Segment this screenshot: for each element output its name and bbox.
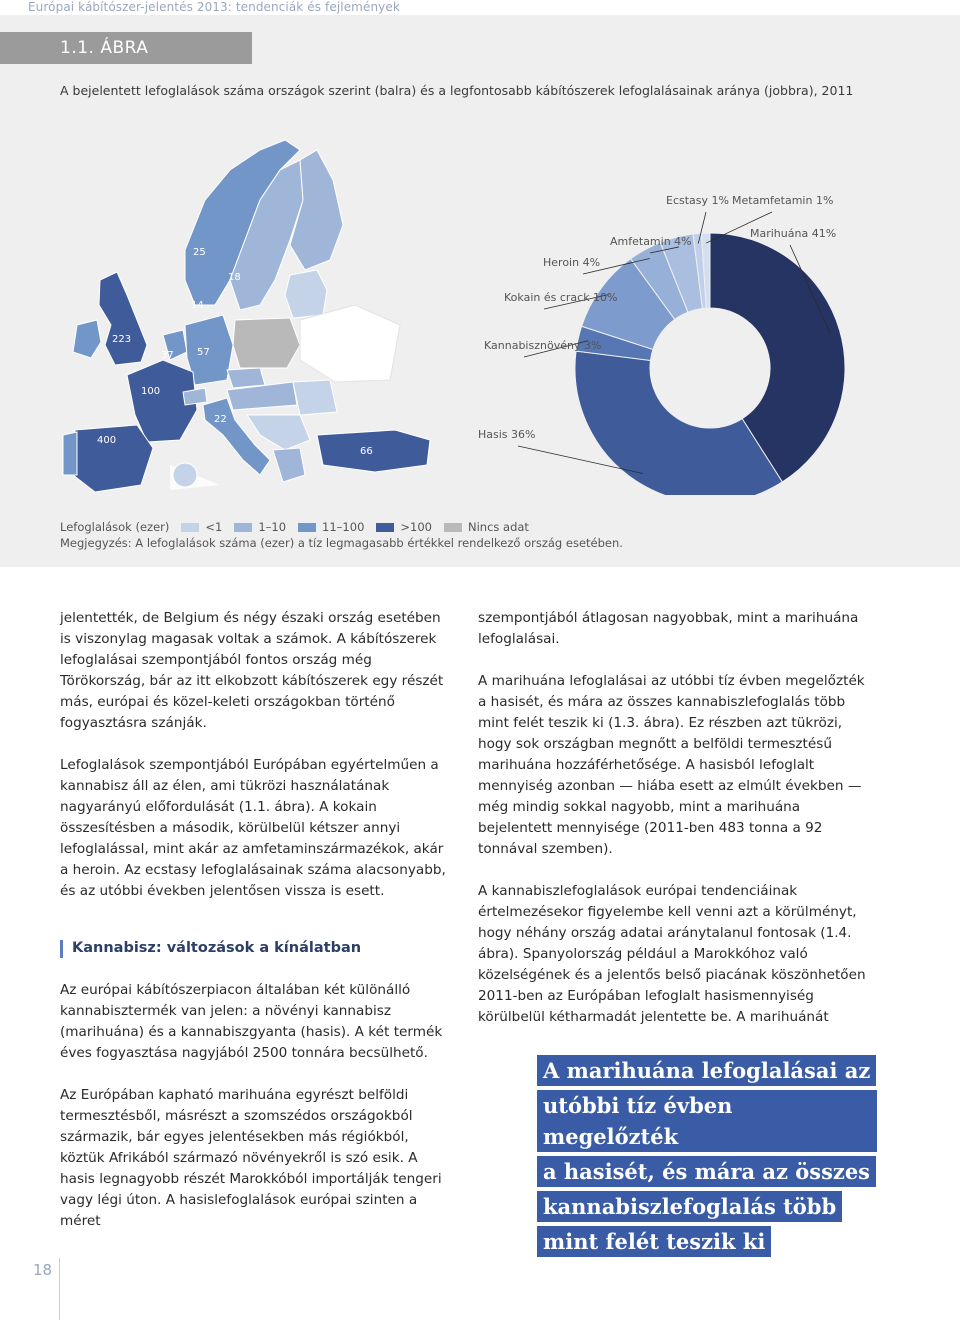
figure-panel [0,15,960,567]
body-column-left [60,608,450,1253]
map-turkey [317,430,430,472]
donut-label-2: Kannabisznövény 3% [484,339,602,352]
map-label-spain: 400 [97,435,117,446]
map-label-turkey: 66 [360,446,373,457]
donut-label-3: Kokain és crack 10% [504,291,618,304]
legend-swatch-1-10 [234,523,252,532]
pull-quote-line: mint felét teszik ki [537,1226,771,1257]
map-label-sweden: 18 [228,272,241,283]
legend-label-lt1: <1 [205,520,223,534]
map-label-denmark: 14 [191,300,204,311]
legend-swatch-11-100 [298,523,316,532]
section-subheading: Kannabisz: változások a kínálatban [60,938,450,959]
map-label-benelux: 37 [161,350,174,361]
figure-number: 1.1. ÁBRA [60,38,149,58]
map-label-france: 100 [141,386,161,397]
legend [60,520,529,534]
pull-quote-line: a hasisét, és mára az összes [537,1156,876,1187]
map-czech [227,368,265,388]
europe-map [55,130,445,500]
legend-label-1-10: 1–10 [258,520,287,534]
running-header: Európai kábítószer-jelentés 2013: tendenciák és fejlemények [28,0,400,14]
paragraph: jelentették, de Belgium és négy északi ország esetében is viszonylag magasak voltak a számok. A kábítószerek lefoglalásai szempontjából fontos ország még Törökország, bár az itt elkobzott kábítószerek egy részét más, európai és közel-keleti országokban történő fogyasztásra szánják. [60,610,444,731]
body-column-right [478,608,868,1049]
donut-label-5: Amfetamin 4% [610,235,692,248]
donut-label-6: Ecstasy 1% [666,194,729,207]
pull-quote [537,1055,877,1261]
page-number: 18 [33,1261,53,1279]
page-number-rule [59,1258,60,1320]
legend-title: Lefoglalások (ezer) [60,520,170,534]
map-poland [233,318,300,368]
donut-label-0: Marihuána 41% [750,227,837,240]
legend-label-gt100: >100 [400,520,432,534]
map-baltics [285,270,327,318]
legend-swatch-gt100 [376,523,394,532]
map-ireland [73,320,101,358]
paragraph: A marihuána lefoglalásai az utóbbi tíz évben megelőzték a hasisét, és mára az összes kannabiszlefoglalás több mint felét teszik ki (1.3. ábra). Ez részben azt tükrözi, hogy sok országban megnőtt a belföldi termesztésű marihuána hozzáférhetősége. A hasisból lefoglalt mennyiség azonban — hiába esett az elmúlt években — még mindig sokkal nagyobb, mint a marihuána bejelentett mennyisége (2011-ben 483 tonna a 92 tonnával szemben). [478,673,865,857]
map-balkans [247,415,310,450]
paragraph: Az Európában kapható marihuána egyrészt belföldi termesztésből, másrészt a szomszédos országokból származik, bár egyes jelentésekben más régiókból, köztük Afrikából származó növényekről is szó esik. A hasis legnagyobb részét Marokkóból importálják tengeri vagy légi úton. A hasislefoglalások európai szinten a méret [60,1087,442,1229]
map-label-italy: 22 [214,414,227,425]
donut-chart [470,175,890,495]
map-greece [273,448,305,482]
paragraph: Lefoglalások szempontjából Európában egyértelműen a kannabisz áll az élen, ami tükrözi használatának nagyarányú előfordulását (1.1. ábra). A kokain összesítésben a második, körülbelül kétszer annyi lefoglalással, mint akár az amfetaminszármazékok, akár a heroin. Az ecstasy lefoglalásainak száma alacsonyabb, és az utóbbi években jelentősen vissza is esett. [60,757,446,899]
donut-slices [575,233,845,495]
pull-quote-line: utóbbi tíz évben megelőzték [537,1090,877,1152]
donut-label-1: Hasis 36% [478,428,536,441]
paragraph: szempontjából átlagosan nagyobbak, mint a marihuána lefoglalásai. [478,610,859,647]
legend-swatch-nodata [444,523,462,532]
pull-quote-line: A marihuána lefoglalásai az [537,1055,876,1086]
figure-caption: A bejelentett lefoglalások száma országok szerint (balra) és a legfontosabb kábítószerek lefoglalásainak aránya (jobbra), 2011 [60,83,854,98]
map-portugal [63,432,77,475]
map-cyprus [173,463,197,487]
donut-label-4: Heroin 4% [543,256,601,269]
figure-note: Megjegyzés: A lefoglalások száma (ezer) a tíz legmagasabb értékkel rendelkező ország esetében. [60,536,623,550]
map-label-germany: 57 [197,347,210,358]
map-label-norway: 25 [193,247,206,258]
legend-label-nodata: Nincs adat [467,520,529,534]
legend-swatch-lt1 [181,523,199,532]
legend-label-11-100: 11–100 [322,520,365,534]
map-east-nodata [300,305,400,382]
donut-label-7: Metamfetamin 1% [732,194,834,207]
figure-number-tab [0,32,252,64]
pull-quote-line: kannabiszlefoglalás több [537,1191,842,1222]
map-label-uk: 223 [112,334,132,345]
paragraph: A kannabiszlefoglalások európai tendenciáinak értelmezésekor figyelembe kell venni azt a körülményt, hogy néhány ország adatai aránytalanul fontosak (1.4. ábra). Spanyolország például a Marokkóhoz való közelségének és a jelentős belső piacának köszönhetően 2011-ben az Európában lefoglalt hasismennyiség körülbelül kétharmadát jelentette be. A marihuánát [478,883,866,1025]
paragraph: Az európai kábítószerpiacon általában két különálló kannabisztermék van jelen: a növényi kannabisz (marihuána) és a kannabiszgyanta (hasis). A két termék éves fogyasztása nagyjából 2500 tonnára becsülhető. [60,982,443,1061]
map-uk [99,272,147,365]
map-romania [293,380,337,415]
